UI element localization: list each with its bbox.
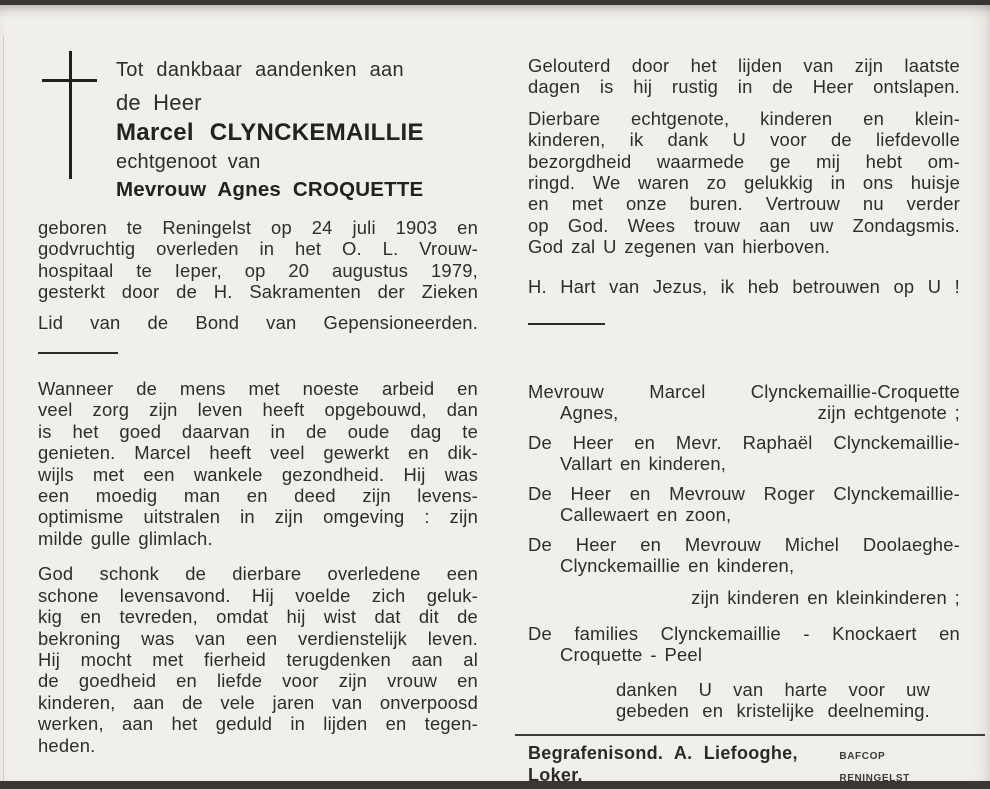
text-line: op God. Wees trouw aan uw Zondagsmis. xyxy=(528,215,960,236)
text-line: de goedheid en liefde voor zijn vrouw en xyxy=(38,670,478,691)
text-line: God zal U zegenen van hierboven. xyxy=(528,236,960,257)
survivor-line: Clynckemaillie en kinderen, xyxy=(528,555,960,576)
text-line: Gelouterd door het lijden van zijn laatste xyxy=(528,55,960,76)
families-line: De families Clynckemaillie - Knockaert en xyxy=(528,623,960,644)
survivor-entry xyxy=(528,483,960,526)
text-line: God schonk de dierbare overledene een xyxy=(38,563,478,584)
prayer-line: H. Hart van Jezus, ik heb betrouwen op U ! xyxy=(528,276,960,297)
text-line: schone levensavond. Hij voelde zich geluk- xyxy=(38,585,478,606)
survivor-entry xyxy=(528,534,960,577)
text-line: geboren te Reningelst op 24 juli 1903 en xyxy=(38,217,478,238)
text-line: bekroning was van een verdienstelijk leven. xyxy=(38,628,478,649)
intro-line: Tot dankbaar aandenken aan xyxy=(116,57,478,83)
right-column xyxy=(528,55,960,781)
survivor-line: Agnes, xyxy=(528,402,618,423)
eulogy-paragraph-1 xyxy=(38,378,478,549)
text-line: milde gulle glimlach. xyxy=(38,528,478,549)
text-line: kinderen, aan de vele jaren van onverpoosd xyxy=(38,692,478,713)
footer-rule xyxy=(515,734,985,736)
text-line: een moedig man en deed zijn levens- xyxy=(38,485,478,506)
text-line: genieten. Marcel heeft veel gewerkt en dik- xyxy=(38,442,478,463)
section-divider-right xyxy=(528,323,605,325)
salutation: de Heer xyxy=(116,88,478,117)
text-line: Dierbare echtgenote, kinderen en klein- xyxy=(528,108,960,129)
text-line: Wanneer de mens met noeste arbeid en xyxy=(38,378,478,399)
text-line: wijls met een wankele gezondheid. Hij was xyxy=(38,464,478,485)
text-line: bezorgdheid waarmede ge mij hebt om- xyxy=(528,151,960,172)
children-note: zijn kinderen en kleinkinderen ; xyxy=(528,587,960,608)
thanks-block xyxy=(616,679,930,722)
survivors-list xyxy=(528,381,960,721)
card-header xyxy=(38,57,478,204)
undertaker-credit: Begrafenisond. A. Liefooghe, Loker. xyxy=(528,743,839,786)
spouse-name: Mevrouw Agnes CROQUETTE xyxy=(116,176,478,204)
survivor-line: Callewaert en zoon, xyxy=(528,504,960,525)
text-line: danken U van harte voor uw xyxy=(616,679,930,700)
text-line: is het goed daarvan in de oude dag te xyxy=(38,421,478,442)
printer-credit: BAFCOP RENINGELST xyxy=(839,746,952,789)
left-column xyxy=(38,57,478,781)
text-line: kig en tevreden, omdat hij wist dat dit de xyxy=(38,606,478,627)
text-line: kinderen, ik dank U voor de liefdevolle xyxy=(528,129,960,150)
survivor-line: Vallart en kinderen, xyxy=(528,453,960,474)
memorial-card xyxy=(0,5,990,781)
survivor-role: zijn echtgenote ; xyxy=(818,402,960,423)
section-divider-left xyxy=(38,352,118,354)
vitals-paragraph xyxy=(38,217,478,303)
survivor-entry-spouse xyxy=(528,381,960,424)
text-line: heden. xyxy=(38,735,478,756)
text-line: gebeden en kristelijke deelneming. xyxy=(616,700,930,721)
text-line: hospitaal te Ieper, op 20 augustus 1979, xyxy=(38,260,478,281)
survivor-entry xyxy=(528,432,960,475)
families-line: Croquette - Peel xyxy=(528,644,960,665)
text-line: Hij mocht met fierheid terugdenken aan al xyxy=(38,649,478,670)
text-line: veel zorg zijn leven heeft opgebouwd, dan xyxy=(38,399,478,420)
text-line: gesterkt door de H. Sakramenten der Zieken xyxy=(38,281,478,302)
membership-line: Lid van de Bond van Gepensioneerden. xyxy=(38,312,478,333)
survivor-line: Mevrouw Marcel Clynckemaillie-Croquette xyxy=(528,381,960,402)
families-entry xyxy=(528,623,960,666)
survivor-line: De Heer en Mevrouw Roger Clynckemaillie- xyxy=(528,483,960,504)
survivor-line: De Heer en Mevr. Raphaël Clynckemaillie- xyxy=(528,432,960,453)
text-line: godvruchtig overleden in het O. L. Vrouw- xyxy=(38,238,478,259)
relation-line: echtgenoot van xyxy=(116,148,478,176)
passing-paragraph xyxy=(528,55,960,98)
deceased-name: Marcel CLYNCKEMAILLIE xyxy=(116,117,478,148)
farewell-paragraph xyxy=(528,108,960,258)
survivor-line: De Heer en Mevrouw Michel Doolaeghe- xyxy=(528,534,960,555)
footer xyxy=(528,743,960,789)
text-line: optimisme uitstralen in zijn omgeving : zijn xyxy=(38,506,478,527)
text-line: en met onze buren. Vertrouw nu verder xyxy=(528,193,960,214)
eulogy-paragraph-2 xyxy=(38,563,478,756)
text-line: dagen is hij rustig in de Heer ontslapen. xyxy=(528,76,960,97)
text-line: ringd. We waren zo gelukkig in ons huisje xyxy=(528,172,960,193)
text-line: werken, aan het geduld in lijden en tegen- xyxy=(38,713,478,734)
